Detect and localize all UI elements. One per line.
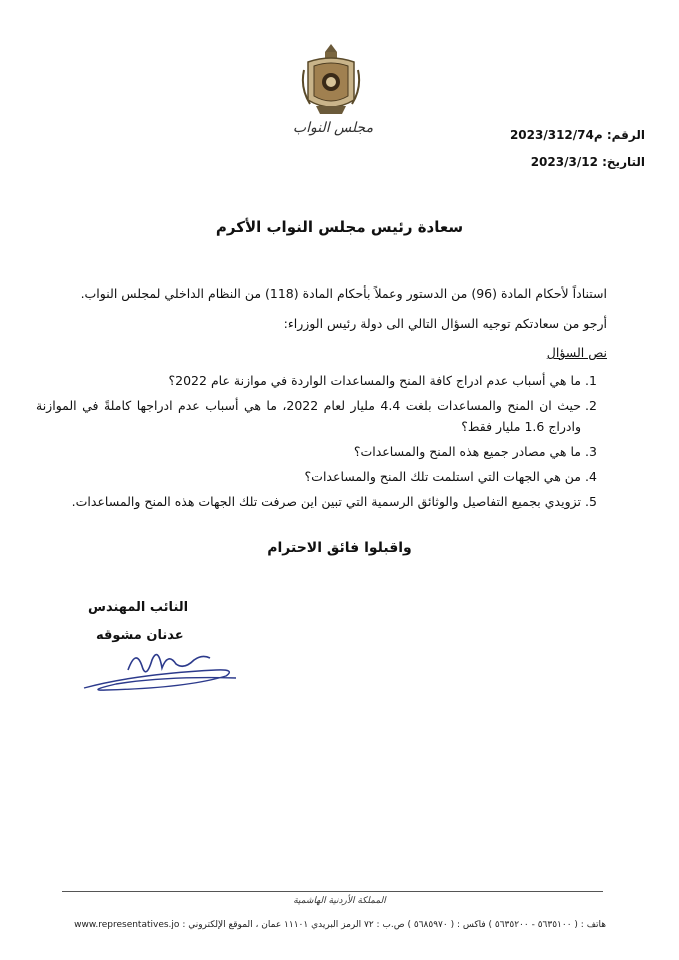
salutation: سعادة رئيس مجلس النواب الأكرم	[215, 218, 464, 236]
footer-contact	[74, 920, 606, 930]
coat-of-arms-icon	[300, 40, 362, 118]
emblem-caption: مجلس النواب	[292, 120, 374, 136]
reference-number	[510, 128, 645, 142]
question-heading: نص السؤال	[546, 345, 607, 360]
footer-divider	[62, 891, 603, 892]
list-item: 2. حيث ان المنح والمساعدات بلغت 4.4 مليار لعام 2022، ما هي أسباب عدم ادراجها كاملةً في الموازنة وادراج 1.6 مليار فقط؟	[36, 395, 581, 437]
handwritten-signature-icon	[76, 640, 246, 700]
footer-brand: المملكة الأردنية الهاشمية	[293, 896, 386, 906]
contact-details: هاتف : ( ٥٦٣٥١٠٠ - ٥٦٣٥٢٠٠ ) فاكس : ( ٥٦٨٥٩٧٠ ) ص.ب : ٧٢ الرمز البريدي ١١١٠١ عمان ، الموقع الإلكتروني :	[182, 920, 606, 930]
reference-label: الرقم:	[606, 128, 645, 142]
date-label: التاريخ:	[602, 155, 645, 169]
letter-date	[531, 155, 645, 169]
question-list	[36, 370, 607, 516]
reference-value: م2023/312/74	[509, 128, 603, 142]
list-item: 3. ما هي مصادر جميع هذه المنح والمساعدات؟	[36, 441, 581, 462]
list-item: 1. ما هي أسباب عدم ادراج كافة المنح والمساعدات الواردة في موازنة عام 2022؟	[36, 370, 581, 391]
signer-title: النائب المهندس	[88, 600, 189, 615]
request-paragraph: أرجو من سعادتكم توجيه السؤال التالي الى دولة رئيس الوزراء:	[283, 316, 607, 331]
website-link[interactable]: www.representatives.jo	[74, 920, 180, 930]
signer-name: عدنان مشوقه	[96, 628, 184, 643]
list-item: 4. من هي الجهات التي استلمت تلك المنح والمساعدات؟	[36, 466, 581, 487]
date-value: 2023/3/12	[530, 155, 598, 169]
closing-line: واقبلوا فائق الاحترام	[267, 540, 412, 556]
list-item: 5. تزويدي بجميع التفاصيل والوثائق الرسمية التي تبين اين صرفت تلك الجهات هذه المنح والمساعدات.	[36, 491, 581, 512]
intro-paragraph: استناداً لأحكام المادة (96) من الدستور وعملاً بأحكام المادة (118) من النظام الداخلي لمجلس النواب.	[80, 286, 607, 301]
